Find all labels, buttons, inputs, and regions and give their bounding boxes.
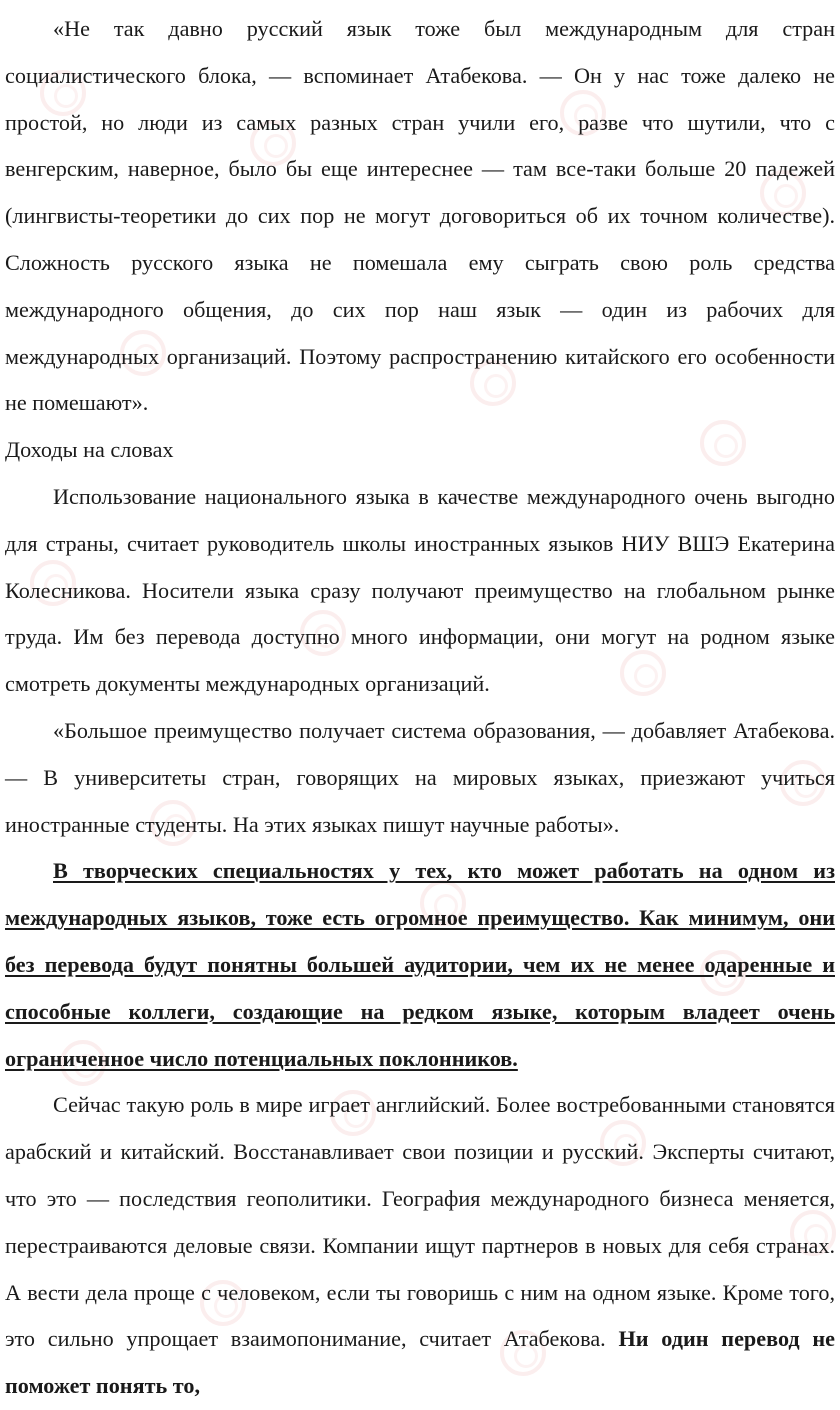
section-heading: Доходы на словах bbox=[5, 437, 174, 463]
paragraph-creative-professions bbox=[5, 848, 835, 1082]
bold-underlined-text: В творческих специальностях у тех, кто может работать на одном из международных языков, тоже есть огромное преимущество. Как минимум, они без перевода будут понятны большей аудитории, чем их не менее одаренные и способные коллеги, создающие на редком языке, которым владеет очень ограниченное число потенциальных поклонников. bbox=[5, 858, 835, 1071]
bold-tail-text: Ни один перевод не поможет понять то, bbox=[5, 1326, 836, 1399]
paragraph-national-language: Использование национального языка в качестве международного очень выгодно для страны, считает руководитель школы иностранных языков НИУ ВШЭ Екатерина Колесникова. Носители языка сразу получают преимущество на глобальном рынке труда. Им без перевода доступно много информации, они могут на родном языке смотреть документы международных организаций. bbox=[5, 483, 835, 697]
paragraph-quote-education: «Большое преимущество получает система образования, — добавляет Атабекова. — В университеты стран, говорящих на мировых языках, приезжают учиться иностранные студенты. На этих языках пишут научные работы». bbox=[5, 717, 835, 837]
document-page bbox=[5, 6, 835, 1410]
paragraph-body-text: Сейчас такую роль в мире играет английский. Более востребованными становятся арабский и китайский. Восстанавливает свои позиции и русский. Эксперты считают, что это — последствия геополитики. География международного бизнеса меняется, перестраиваются деловые связи. Компании ищут партнеров в новых для себя странах. А вести дела проще с человеком, если ты говоришь с ним на одном языке. Кроме того, это сильно упрощает взаимопонимание, считает Атабекова. bbox=[5, 1092, 835, 1352]
paragraph-english-role bbox=[5, 1082, 835, 1410]
paragraph-quote-russian: «Не так давно русский язык тоже был международным для стран социалистического блока, — вспоминает Атабекова. — Он у нас тоже далеко не простой, но люди из самых разных стран учили его, разве что шутили, что с венгерским, наверное, было бы еще интереснее — там все-таки больше 20 падежей (лингвисты-теоретики до сих пор не могут договориться об их точном количестве). Сложность русского языка не помешала ему сыграть свою роль средства международного общения, до сих пор наш язык — один из рабочих для международных организаций. Поэтому распространению китайского его особенности не помешают». bbox=[5, 16, 835, 416]
